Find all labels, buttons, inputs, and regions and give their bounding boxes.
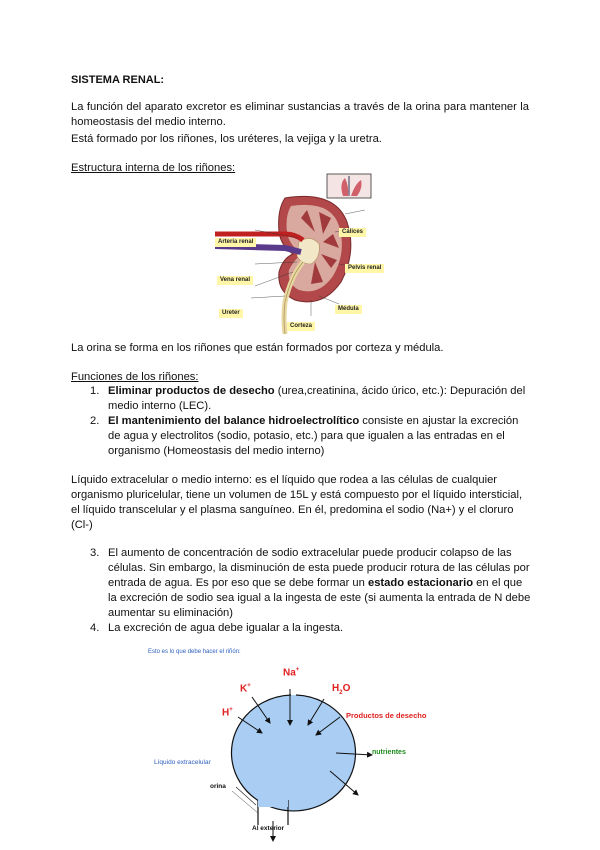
function-4-text: La excreción de agua debe igualar a la ingesta. — [108, 622, 344, 634]
function-1-line2: medio interno (LEC). — [108, 400, 212, 412]
function-4-number: 4. — [90, 622, 100, 634]
urine-formation-text: La orina se forma en los riñones que están formados por corteza y médula. — [71, 342, 444, 354]
label-corteza: Corteza — [287, 322, 315, 331]
sodium-charge: + — [295, 667, 300, 673]
label-sodium — [283, 667, 299, 678]
label-exterior: Al exterior — [252, 825, 285, 832]
water-h: H — [332, 683, 340, 694]
function-2-rest: consiste en ajustar la excreción — [359, 415, 519, 427]
function-3-line4: la excreción de sodio sea igual a la ingesta de este (si aumenta la entrada de N debe — [108, 592, 531, 604]
kidney-diagram — [215, 172, 395, 334]
label-medula: Médula — [335, 305, 362, 314]
function-2-line3: organismo (Homeostasis del medio interno) — [108, 445, 325, 457]
function-1-rest: (urea,creatinina, ácido úrico, etc.): Depuración del — [274, 385, 526, 397]
water-sub: 2 — [339, 690, 343, 696]
diagram-caption: Esto es lo que debe hacer el riñón: — [148, 649, 241, 655]
function-1-bold: Eliminar productos de desecho — [108, 385, 275, 397]
label-waste-products: Productos de desecho — [346, 711, 427, 720]
function-3-line2: células. Sin embargo, la disminución de esta puede producir rotura de las células por — [108, 562, 530, 574]
function-3-line3-post: en el que — [473, 577, 523, 589]
label-arteria-renal: Arteria renal — [215, 238, 256, 247]
label-pelvis-renal: Pelvis renal — [345, 264, 384, 273]
function-2-line2: de agua y electrolitos (sodio, potasio, etc.) para que igualen a las entradas en el — [108, 430, 505, 442]
function-3-bold: estado estacionario — [367, 577, 474, 589]
label-vena-renal: Vena renal — [217, 276, 253, 285]
function-3-number: 3. — [90, 547, 100, 559]
function-1-number: 1. — [90, 385, 100, 397]
lec-line-3: el líquido transcelular y el plasma sanguíneo. En él, predomina el sodio (Na+) y el cloruro — [71, 504, 514, 516]
function-2-bold: El mantenimiento del balance hidroelectrolítico — [108, 415, 360, 427]
function-3-line3 — [108, 576, 522, 591]
potassium-charge: + — [247, 683, 251, 689]
label-extracellular-fluid: Líquido extracelular — [154, 759, 211, 766]
potassium-symbol: K — [240, 683, 248, 695]
hydrogen-symbol: H — [222, 707, 230, 719]
lec-line-2: organismo pluricelular, tiene un volumen de 15L y está compuesto por el líquido intersticial, — [71, 489, 523, 501]
function-3-line1: El aumento de concentración de sodio extracelular puede producir colapso de las — [108, 547, 512, 559]
function-1-line1 — [108, 384, 529, 399]
intro-composition: Está formado por los riñones, los uréteres, la vejiga y la uretra. — [71, 133, 382, 145]
function-3-line3-pre: entrada de agua. Es por eso que se debe formar un — [108, 577, 368, 589]
functions-heading: Funciones de los riñones: — [71, 371, 199, 383]
hydrogen-charge: + — [229, 707, 233, 713]
intro-paragraph: La función del aparato excretor es eliminar sustancias a través de la orina para mantener la homeostasis del medio interno. — [71, 101, 529, 128]
label-nutrients: nutrientes — [372, 749, 406, 756]
label-water — [332, 683, 350, 696]
label-potassium — [240, 683, 251, 694]
label-urine: orina — [210, 783, 226, 790]
lec-line-4: (Cl-) — [71, 519, 93, 531]
function-2-number: 2. — [90, 415, 100, 427]
structure-heading: Estructura interna de los riñones: — [71, 162, 236, 174]
label-hydrogen — [222, 707, 233, 718]
label-ureter: Ureter — [219, 309, 243, 318]
label-calices: Cálices — [339, 228, 366, 237]
function-3-line5: aumentar su eliminación) — [108, 607, 233, 619]
lec-line-1: Líquido extracelular o medio interno: es el líquido que rodea a las células de cualquier — [71, 474, 498, 486]
kidney-balance-diagram — [140, 645, 440, 845]
water-o: O — [342, 683, 351, 694]
page-title: SISTEMA RENAL: — [71, 74, 165, 86]
function-2-line1 — [108, 414, 529, 429]
sodium-symbol: Na — [283, 667, 296, 679]
